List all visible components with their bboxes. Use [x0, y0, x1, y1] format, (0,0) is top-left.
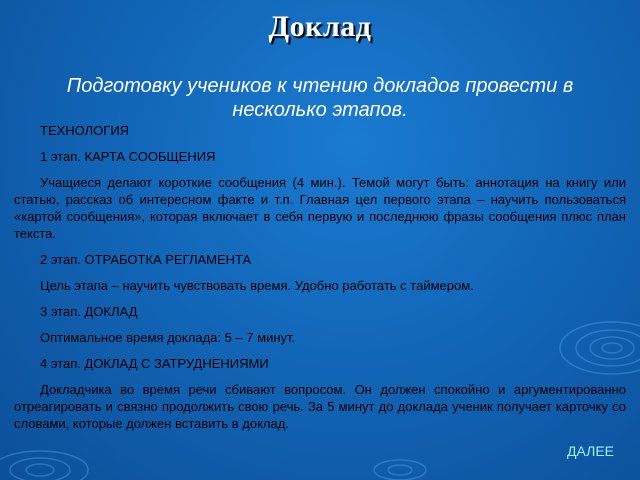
stage-1-text: Учащиеся делают короткие сообщения (4 мин.). Темой могут быть: аннотация на книгу или статью, рассказ об интересном факте и т.п. Главная цел первого этапа – научить пользоваться «картой сообщения», которая включает в себя первую и последнюю фразы сообщения плюс план текста.	[14, 175, 626, 241]
stage-3-text: Оптимальное время доклада: 5 – 7 минут.	[40, 330, 296, 345]
slide-title: Доклад	[268, 10, 372, 43]
technology-heading: ТЕХНОЛОГИЯ	[40, 123, 130, 138]
stage-4-text: Докладчика во время речи сбивают вопросом. Он должен спокойно и аргументированно отреагировать и связно продолжить свою речь. За 5 минут до доклада ученик получает карточку со словами, которые должен вставить в доклад.	[14, 382, 626, 431]
stage-2-heading: 2 этап. ОТРАБОТКА РЕГЛАМЕНТА	[40, 252, 252, 267]
stage-3-heading: 3 этап. ДОКЛАД	[40, 304, 138, 319]
slide-subtitle: Подготовку учеников к чтению докладов провести в несколько этапов.	[66, 75, 574, 121]
slide-body	[14, 122, 626, 441]
stage-2-text: Цель этапа – научить чувствовать время. Удобно работать с таймером.	[40, 278, 474, 293]
stage-1-heading: 1 этап. КАРТА СООБЩЕНИЯ	[40, 149, 216, 164]
stage-4-heading: 4 этап. ДОКЛАД С ЗАТРУДНЕНИЯМИ	[40, 356, 269, 371]
next-link[interactable]: ДАЛЕЕ	[567, 443, 614, 459]
